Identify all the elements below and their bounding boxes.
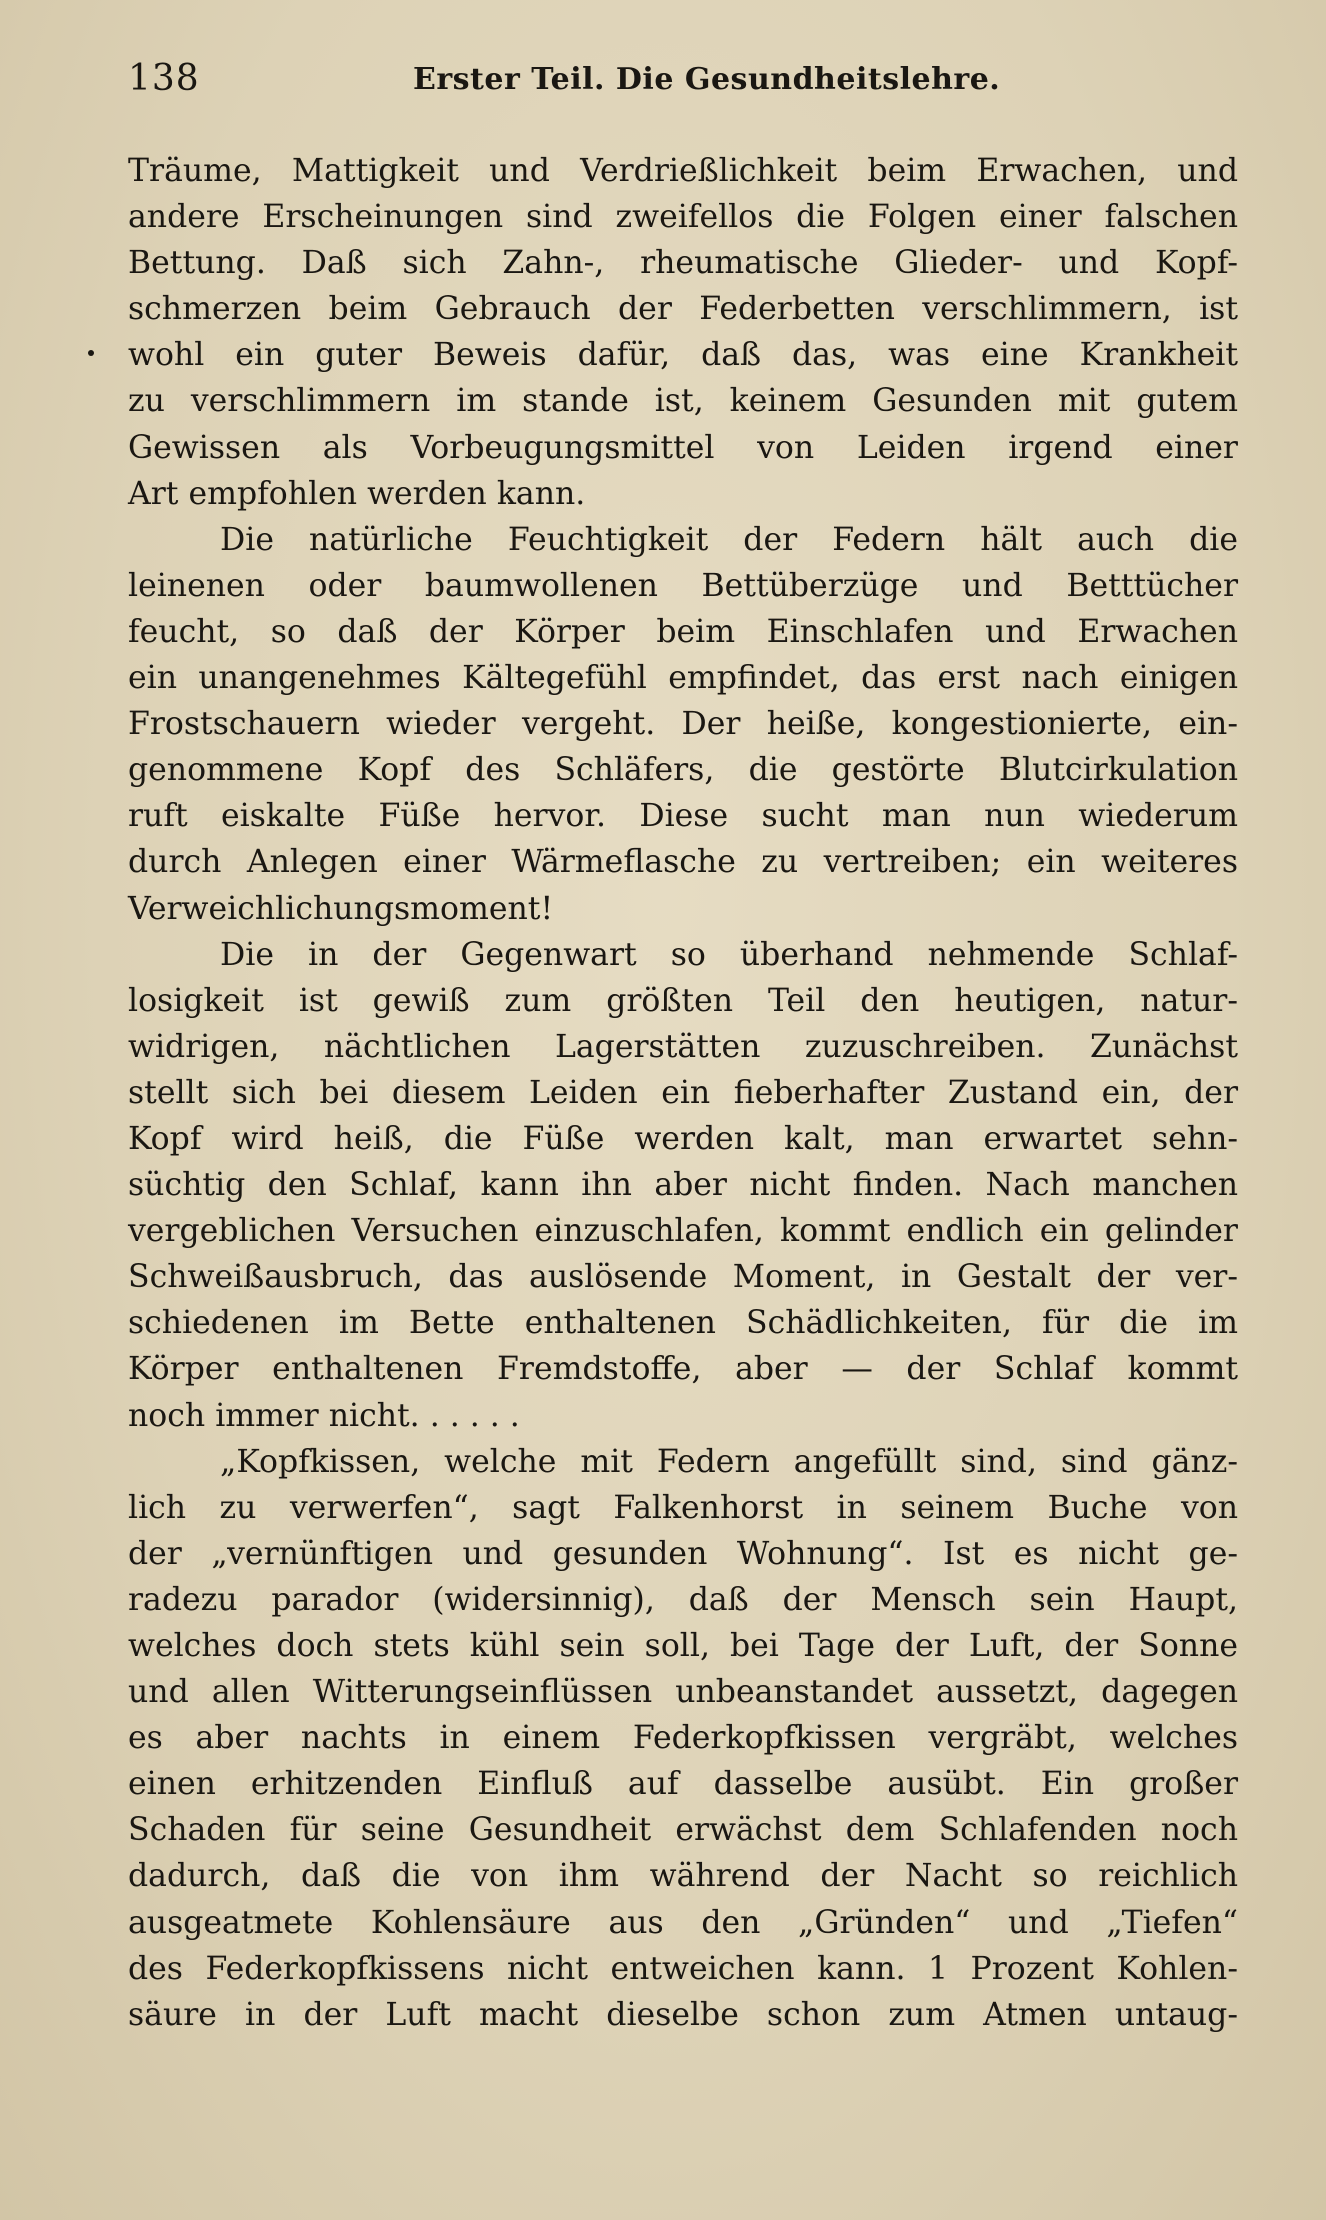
body-text [128, 148, 1238, 2038]
text-line: Schaden für seine Gesundheit erwächst dem Schlafenden noch [128, 1812, 1238, 1849]
text-line: ausgeatmete Kohlensäure aus den „Gründen“ und „Tiefen“ [128, 1904, 1238, 1941]
text-line: Verweichlichungsmoment! [128, 890, 554, 927]
text-line: genommene Kopf des Schläfers, die gestörte Blutcirkulation [128, 752, 1238, 789]
text-line: Schweißausbruch, das auslösende Moment, in Gestalt der ver- [128, 1259, 1238, 1296]
text-line: ein unangenehmes Kältegefühl empfindet, das erst nach einigen [128, 660, 1238, 697]
text-line: Bettung. Daß sich Zahn-, rheumatische Glieder- und Kopf- [128, 245, 1238, 282]
text-line: Die natürliche Feuchtigkeit der Federn hält auch die [220, 521, 1238, 558]
text-line: zu verschlimmern im stande ist, keinem Gesunden mit gutem [128, 383, 1238, 420]
text-line: „Kopfkissen, welche mit Federn angefüllt sind, sind gänz- [220, 1443, 1238, 1480]
text-line: süchtig den Schlaf, kann ihn aber nicht finden. Nach manchen [128, 1167, 1238, 1204]
text-line: Kopf wird heiß, die Füße werden kalt, man erwartet sehn- [128, 1120, 1238, 1157]
text-line: noch immer nicht. . . . . . [128, 1397, 520, 1434]
text-line: Träume, Mattigkeit und Verdrießlichkeit beim Erwachen, und [128, 153, 1238, 189]
text-line: Art empfohlen werden kann. [128, 475, 586, 512]
text-line: säure in der Luft macht dieselbe schon zum Atmen untaug- [128, 1996, 1238, 2033]
text-line: feucht, so daß der Körper beim Einschlafen und Erwachen [128, 613, 1238, 650]
text-line: Frostschauern wieder vergeht. Der heiße, kongestionierte, ein- [128, 706, 1238, 743]
text-line: es aber nachts in einem Federkopfkissen vergräbt, welches [128, 1720, 1238, 1757]
text-line: leinenen oder baumwollenen Bettüberzüge und Betttücher [128, 567, 1238, 604]
text-line: durch Anlegen einer Wärmeflasche zu vertreiben; ein weiteres [128, 844, 1238, 881]
text-line: welches doch stets kühl sein soll, bei Tage der Luft, der Sonne [128, 1628, 1238, 1664]
text-line: andere Erscheinungen sind zweifellos die Folgen einer falschen [128, 199, 1238, 236]
running-head: Erster Teil. Die Gesundheitslehre. [413, 62, 1001, 97]
text-line: radezu parador (widersinnig), daß der Mensch sein Haupt, [128, 1581, 1238, 1618]
text-line: ruft eiskalte Füße hervor. Diese sucht man nun wiederum [128, 798, 1238, 835]
page-header [128, 58, 1238, 118]
text-line: Körper enthaltenen Fremdstoffe, aber — der Schlaf kommt [128, 1351, 1238, 1388]
text-line: schmerzen beim Gebrauch der Federbetten verschlimmern, ist [128, 291, 1238, 328]
text-line: stellt sich bei diesem Leiden ein fieberhafter Zustand ein, der [128, 1074, 1238, 1111]
text-line: Die in der Gegenwart so überhand nehmende Schlaf- [220, 936, 1238, 973]
text-line: einen erhitzenden Einfluß auf dasselbe ausübt. Ein großer [128, 1766, 1238, 1803]
text-line: schiedenen im Bette enthaltenen Schädlichkeiten, für die im [128, 1305, 1238, 1342]
text-line: vergeblichen Versuchen einzuschlafen, kommt endlich ein gelinder [128, 1213, 1238, 1250]
text-line: widrigen, nächtlichen Lagerstätten zuzuschreiben. Zunächst [128, 1028, 1238, 1065]
text-line: dadurch, daß die von ihm während der Nacht so reichlich [128, 1858, 1238, 1895]
text-line: losigkeit ist gewiß zum größten Teil den heutigen, natur- [128, 982, 1238, 1019]
text-line: und allen Witterungseinflüssen unbeanstandet aussetzt, dagegen [128, 1674, 1238, 1711]
text-line: der „vernünftigen und gesunden Wohnung“. Ist es nicht ge- [128, 1535, 1238, 1572]
text-line: Gewissen als Vorbeugungsmittel von Leiden irgend einer [128, 429, 1238, 466]
print-speck [88, 350, 94, 356]
text-line: des Federkopfkissens nicht entweichen kann. 1 Prozent Kohlen- [128, 1950, 1238, 1987]
page-number: 138 [128, 58, 200, 99]
text-line: wohl ein guter Beweis dafür, daß das, was eine Krankheit [128, 337, 1238, 374]
text-line: lich zu verwerfen“, sagt Falkenhorst in seinem Buche von [128, 1489, 1238, 1526]
